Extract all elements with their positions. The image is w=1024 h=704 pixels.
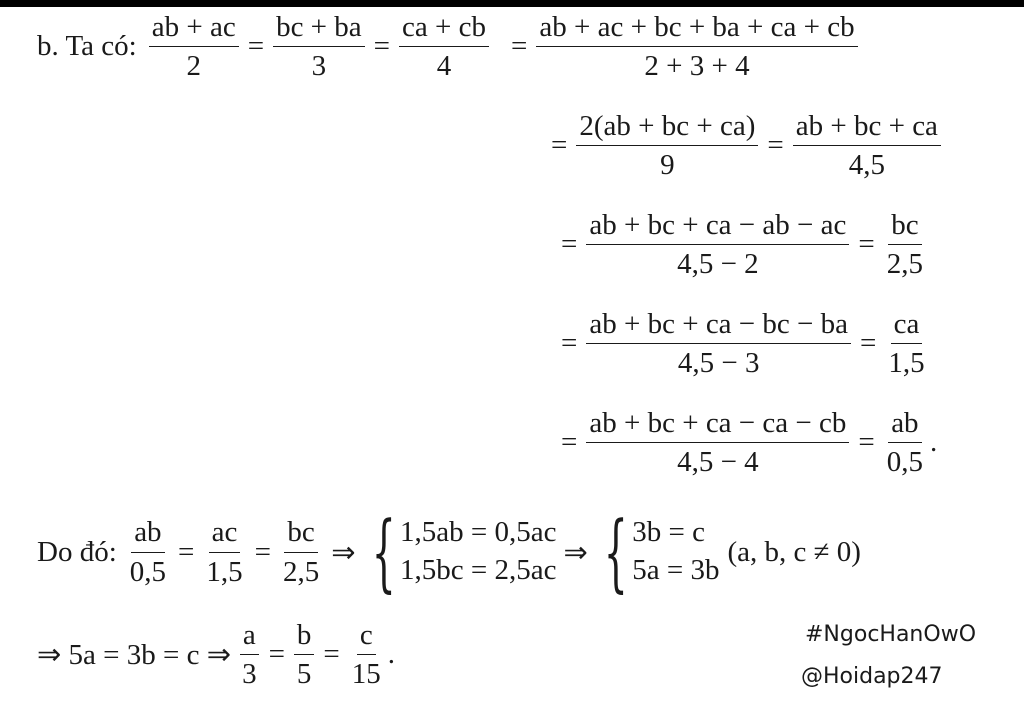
fraction xyxy=(576,111,758,181)
conclusion-lead: ⇒ 5a = 3b = c ⇒ xyxy=(37,639,232,672)
equals-sign: = xyxy=(561,228,578,261)
equals-sign: = xyxy=(247,30,265,63)
denominator: 2 xyxy=(186,50,201,83)
equation-line-5 xyxy=(556,408,937,478)
equals-sign: = xyxy=(254,535,271,568)
numerator: ab xyxy=(888,408,921,443)
equation-line-4 xyxy=(556,309,932,379)
denominator: 3 xyxy=(311,50,327,83)
equals-sign: = xyxy=(858,426,875,459)
handle-label: @Hoidap247 xyxy=(801,664,943,689)
fraction xyxy=(885,309,927,379)
fraction xyxy=(884,408,926,478)
system-equation: 1,5bc = 2,5ac xyxy=(399,554,557,586)
denominator: 4,5 − 3 xyxy=(677,347,760,380)
fraction xyxy=(586,210,849,280)
numerator: c xyxy=(357,620,376,655)
denominator: 0,5 xyxy=(129,555,166,588)
numerator: ab + ac + bc + ba + ca + cb xyxy=(536,12,857,47)
system-of-equations-1 xyxy=(363,503,557,601)
equals-sign: = xyxy=(561,426,578,459)
fraction xyxy=(884,210,926,280)
denominator: 2 + 3 + 4 xyxy=(644,50,750,83)
numerator: bc xyxy=(888,210,921,245)
fraction xyxy=(280,517,322,587)
numerator: a xyxy=(240,620,259,655)
fraction xyxy=(149,12,239,82)
equation-line-2 xyxy=(546,111,945,181)
numerator: ca + cb xyxy=(399,12,489,47)
equals-sign: = xyxy=(561,327,578,360)
denominator: 2,5 xyxy=(282,555,320,588)
system-equation: 3b = c xyxy=(632,516,705,549)
denominator: 1,5 xyxy=(206,555,243,588)
left-brace: { xyxy=(371,503,396,601)
equals-sign: = xyxy=(178,535,195,568)
equals-sign: = xyxy=(323,638,340,671)
equals-sign: = xyxy=(858,228,875,261)
fraction xyxy=(349,620,384,690)
equals-sign: = xyxy=(767,129,784,162)
denominator: 4,5 xyxy=(848,149,885,182)
period: . xyxy=(387,638,396,671)
equation-line-7 xyxy=(37,620,395,690)
condition: (a, b, c ≠ 0) xyxy=(727,535,861,568)
system-lines xyxy=(400,514,556,589)
system-equation: 5a = 3b xyxy=(632,554,720,586)
fraction xyxy=(793,111,941,181)
fraction xyxy=(586,408,849,478)
fraction xyxy=(294,620,315,690)
fraction xyxy=(586,309,851,379)
fraction xyxy=(536,12,857,82)
numerator: ab + bc + ca − bc − ba xyxy=(586,309,851,344)
denominator: 4,5 − 2 xyxy=(677,248,759,281)
numerator: ab xyxy=(131,517,164,552)
equals-sign: = xyxy=(860,327,877,360)
fraction xyxy=(127,517,169,587)
numerator: bc + ba xyxy=(273,12,365,47)
numerator: ab + ac xyxy=(149,12,239,47)
equation-line-3 xyxy=(556,210,930,280)
fraction xyxy=(273,12,365,82)
fraction xyxy=(203,517,245,587)
denominator: 1,5 xyxy=(888,347,925,380)
system-of-equations-2 xyxy=(595,503,720,601)
system-lines xyxy=(632,514,719,589)
numerator: ab + bc + ca xyxy=(793,111,941,146)
equation-line-1 xyxy=(37,12,862,82)
system-equation: 1,5ab = 0,5ac xyxy=(399,516,557,549)
equals-sign: = xyxy=(511,30,528,63)
denominator: 4,5 − 4 xyxy=(677,446,759,479)
numerator: bc xyxy=(284,517,317,552)
equals-sign: = xyxy=(268,638,285,671)
denominator: 0,5 xyxy=(886,446,923,479)
top-border xyxy=(0,0,1024,7)
left-brace: { xyxy=(603,503,628,601)
prefix-ta-co: b. Ta có: xyxy=(37,30,137,63)
equation-line-6 xyxy=(37,503,861,601)
denominator: 5 xyxy=(296,658,312,691)
denominator: 2,5 xyxy=(886,248,923,281)
implies-arrow: ⇒ xyxy=(563,536,588,569)
denominator: 9 xyxy=(660,149,675,182)
fraction xyxy=(239,620,260,690)
equals-sign: = xyxy=(373,30,391,63)
denominator: 15 xyxy=(351,658,381,691)
equals-sign: = xyxy=(551,129,568,162)
denominator: 3 xyxy=(242,658,257,691)
prefix-do-do: Do đó: xyxy=(37,535,117,568)
numerator: ca xyxy=(891,309,923,344)
period: . xyxy=(930,426,938,459)
hashtag-label: #NgocHanOwO xyxy=(805,622,977,647)
numerator: ab + bc + ca − ca − cb xyxy=(586,408,849,443)
denominator: 4 xyxy=(436,50,452,83)
implies-arrow: ⇒ xyxy=(331,536,356,569)
fraction xyxy=(399,12,489,82)
numerator: ab + bc + ca − ab − ac xyxy=(586,210,849,245)
numerator: ac xyxy=(209,517,241,552)
numerator: b xyxy=(294,620,315,655)
numerator: 2(ab + bc + ca) xyxy=(576,111,758,146)
